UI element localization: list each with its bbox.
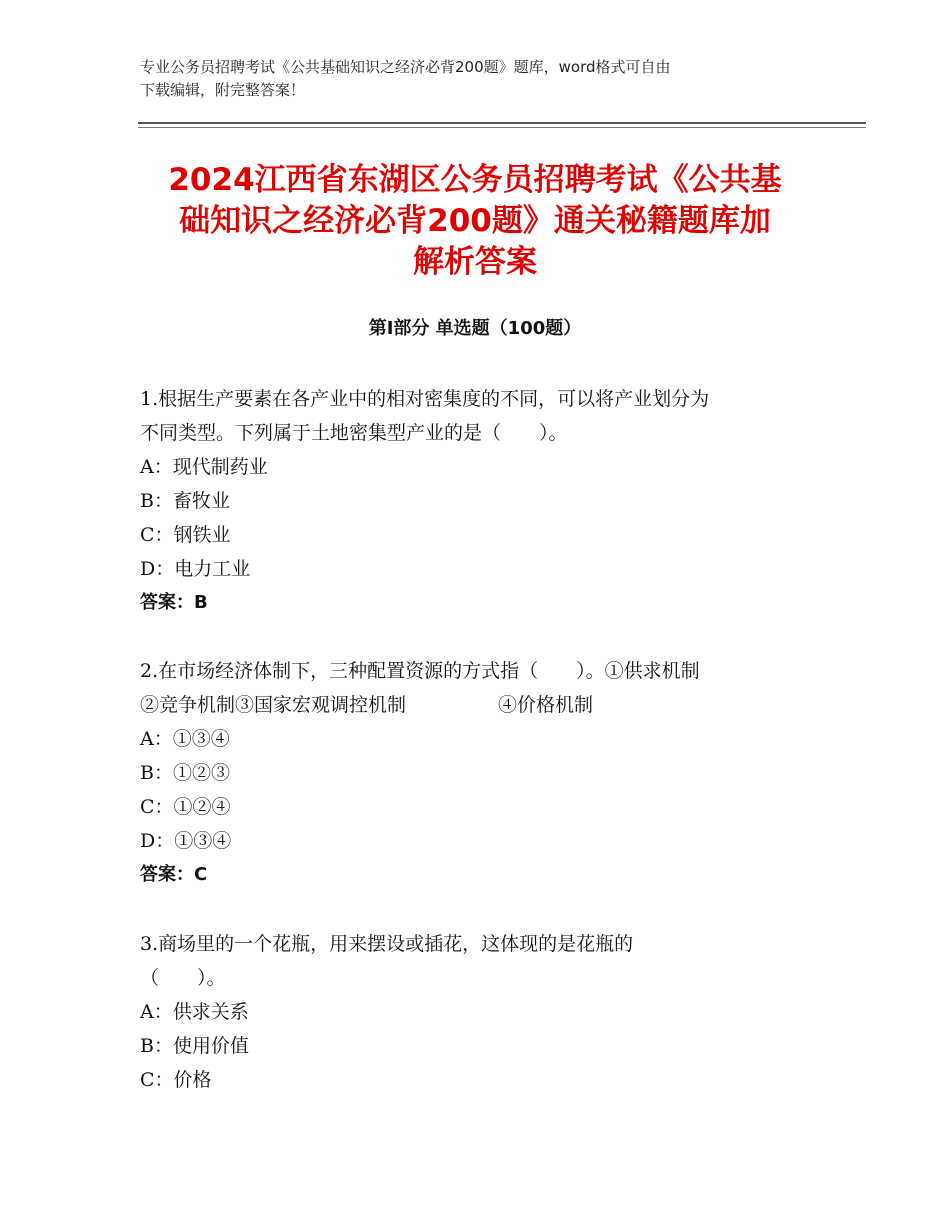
question-stem: 2.在市场经济体制下，三种配置资源的方式指（ ）。①供求机制 [140, 660, 700, 682]
option-b: B：畜牧业 [140, 490, 230, 512]
stem-part: ④价格机制 [498, 694, 594, 716]
header-note-line: 专业公务员招聘考试《公共基础知识之经济必背200题》题库，word格式可自由 [140, 58, 671, 76]
option-a: A：①③④ [140, 728, 230, 750]
section-title: 第Ⅰ部分 单选题（100题） [368, 318, 582, 339]
question-2 [140, 654, 820, 892]
question-1 [140, 382, 820, 620]
option-b: B：①②③ [140, 762, 230, 784]
question-3 [140, 927, 820, 1097]
question-stem: 3.商场里的一个花瓶，用来摆设或插花，这体现的是花瓶的 [140, 933, 634, 955]
answer: 答案：B [140, 592, 208, 613]
option-a: A：供求关系 [140, 1001, 249, 1023]
option-b: B：使用价值 [140, 1035, 249, 1057]
document-title [120, 160, 830, 283]
header-divider [138, 122, 866, 124]
question-stem: （ ）。 [140, 967, 226, 989]
option-d: D：电力工业 [140, 558, 251, 580]
question-stem: 不同类型。下列属于土地密集型产业的是（ ）。 [140, 422, 568, 444]
answer: 答案：C [140, 864, 208, 885]
question-stem-line-2 [140, 688, 820, 722]
option-d: D：①③④ [140, 830, 232, 852]
header-divider-thin [138, 127, 866, 128]
header-note-line: 下载编辑，附完整答案！ [140, 81, 306, 99]
option-c: C：①②④ [140, 796, 231, 818]
title-line: 2024江西省东湖区公务员招聘考试《公共基 [168, 162, 782, 198]
title-line: 解析答案 [413, 244, 537, 280]
option-a: A：现代制药业 [140, 456, 268, 478]
option-c: C：钢铁业 [140, 524, 231, 546]
stem-part: ②竞争机制③国家宏观调控机制 [140, 694, 407, 716]
option-c: C：价格 [140, 1069, 212, 1091]
header-note [140, 56, 820, 102]
question-stem: 1.根据生产要素在各产业中的相对密集度的不同，可以将产业划分为 [140, 388, 710, 410]
title-line: 础知识之经济必背200题》通关秘籍题库加 [179, 203, 771, 239]
